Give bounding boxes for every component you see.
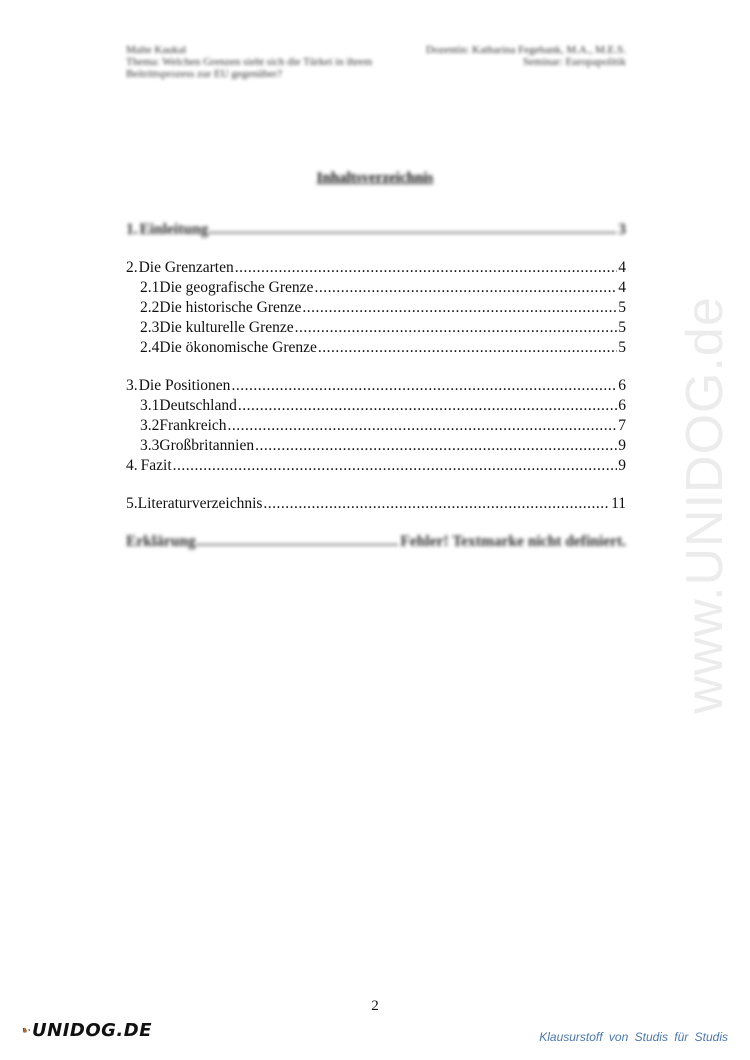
toc-leader: [209, 220, 617, 240]
toc-leader: [173, 456, 618, 476]
footer-tagline: Klausurstoff von Studis für Studis: [539, 1030, 728, 1044]
toc-page: 9: [618, 457, 626, 474]
toc-leader: [197, 532, 400, 552]
watermark: [660, 270, 750, 740]
toc-number: 3.3: [140, 437, 160, 454]
toc-label: Fazit: [140, 457, 172, 474]
toc-title: Inhaltsverzeichnis: [316, 170, 434, 186]
toc-label: Die historische Grenze: [159, 299, 302, 316]
header-topic: Thema: Welchen Grenzen sieht sich die Türkei in ihrem: [126, 56, 373, 68]
toc-number: 2.1: [140, 279, 160, 296]
toc-page: 5: [618, 339, 626, 356]
logo-text: UNIDOG.DE: [32, 1019, 152, 1041]
toc-label: Die Positionen: [138, 377, 231, 394]
toc-entry-geografische-grenze: [126, 278, 626, 298]
toc-label: Frankreich: [159, 417, 227, 434]
toc-page: 6: [618, 397, 626, 414]
watermark-text: www.UNIDOG.de: [676, 296, 734, 714]
header-topic-continued: Beitrittsprozess zur EU gegenüber?: [126, 68, 283, 80]
toc-number: 2.: [126, 259, 138, 276]
toc-leader: [238, 396, 617, 416]
toc-leader: [255, 436, 617, 456]
toc-entry-deutschland: [126, 396, 626, 416]
toc-entry-frankreich: [126, 416, 626, 436]
page-header: [126, 44, 626, 80]
toc-page: 7: [618, 417, 626, 434]
toc-label: Großbritannien: [159, 437, 255, 454]
toc-page: 5: [618, 319, 626, 336]
toc-number: 3.2: [140, 417, 160, 434]
toc-entry-kulturelle-grenze: [126, 318, 626, 338]
header-seminar: Seminar: Europapolitik: [523, 56, 626, 68]
toc-page: 11: [611, 495, 626, 512]
toc-entry-historische-grenze: [126, 298, 626, 318]
toc-number: 3.1: [140, 397, 160, 414]
toc-page: 6: [618, 377, 626, 394]
toc-number: 5.: [126, 495, 138, 512]
toc-entry-positionen: [126, 376, 626, 396]
toc-number: 1.: [126, 221, 138, 238]
toc-label: Literaturverzeichnis: [137, 495, 263, 512]
toc-number: 3.: [126, 377, 138, 394]
toc-label: Deutschland: [159, 397, 237, 414]
toc-leader: [235, 258, 618, 278]
toc-label: Erklärung: [126, 533, 196, 550]
toc-page: 5: [618, 299, 626, 316]
toc-entry-erklaerung: [126, 532, 626, 552]
toc-label: Die ökonomische Grenze: [159, 339, 317, 356]
toc-number: 4.: [126, 457, 138, 474]
toc-leader: [263, 494, 610, 514]
header-lecturer: Dozentin: Katharina Fegebank, M.A., M.E.S.: [425, 44, 626, 56]
toc-page: Fehler! Textmarke nicht definiert.: [400, 533, 626, 550]
toc-page: 3: [618, 221, 626, 238]
toc-leader: [295, 318, 618, 338]
toc-label: Die kulturelle Grenze: [159, 319, 294, 336]
unidog-logo: [22, 1010, 152, 1050]
toc-leader: [318, 338, 617, 358]
toc-entry-oekonomische-grenze: [126, 338, 626, 358]
toc-entry-einleitung: [126, 220, 626, 240]
toc-number: 2.4: [140, 339, 160, 356]
page-number: 2: [371, 998, 379, 1014]
toc-number: 2.3: [140, 319, 160, 336]
toc-entry-grossbritannien: [126, 436, 626, 456]
toc-leader: [302, 298, 617, 318]
toc-label: Einleitung: [139, 221, 209, 238]
toc-entry-literaturverzeichnis: [126, 494, 626, 514]
toc-page: 4: [618, 279, 626, 296]
toc-label: Die geografische Grenze: [159, 279, 314, 296]
toc-leader: [228, 416, 618, 436]
toc-page: 9: [618, 437, 626, 454]
header-author: Malte Kaukal: [126, 44, 187, 56]
toc-label: Die Grenzarten: [138, 259, 234, 276]
toc-number: 2.2: [140, 299, 160, 316]
paw-icon: [28, 1023, 30, 1037]
toc-leader: [231, 376, 617, 396]
toc-entry-fazit: [126, 456, 626, 476]
toc-entry-grenzarten: [126, 258, 626, 278]
toc-leader: [314, 278, 617, 298]
toc-page: 4: [618, 259, 626, 276]
